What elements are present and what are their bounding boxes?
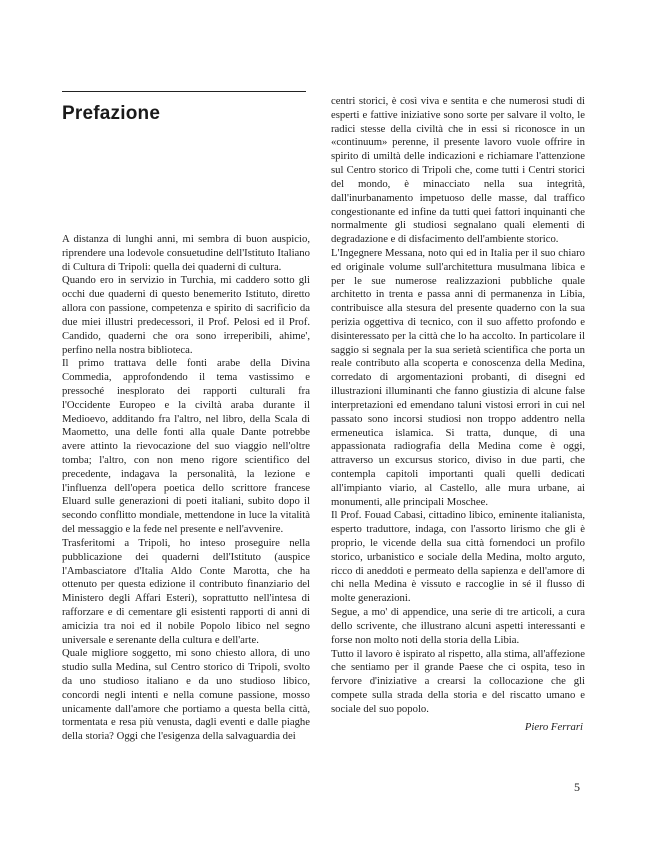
paragraph: Il primo trattava delle fonti arabe della Divina Commedia, approfondendo il tema vastissimo e pressoché inesplorato dei rapporti culturali fra l'Occidente Europeo e la civiltà araba durante il Medioevo, additando fra l'altro, nel libro, della Scala di Maometto, una delle fonti alla quale Dante potrebbe avere attinto la rievocazione del suo viaggio nell'oltre tomba; l'altro, con non meno rigore scientifico del precedente, indagava la personalità, la lezione e l'influenza dell'opera poetica dello scrittore francese Eluard sulle generazioni di poeti italiani, subito dopo il secondo conflitto mondiale, mettendone in luce la vitalità del messaggio e la fede nel presente e nell'avvenire. <box>62 357 310 536</box>
page-title: Prefazione <box>62 103 161 124</box>
heading-rule <box>62 91 306 92</box>
page-number: 5 <box>574 780 580 794</box>
paragraph: L'Ingegnere Messana, noto qui ed in Italia per il suo chiaro ed originale volume sull'architettura musulmana libica e per le sue numerose realizzazioni pubbliche quale architetto in trenta e passa anni di permanenza in Libia, contribuisce alla stesura del presente quaderno con la sua perizia oggettiva di tecnico, con il suo affetto profondo e disinteressato per la città che lo ha accolto. In particolare il saggio si segnala per la sua serietà scientifica che porta un reale contributo alla scoperta e conoscenza della Medina, corredato di argomentazioni probanti, di disegni ed illustrazioni illuminanti che fanno giustizia di alcune false interpretazioni ed emendano taluni vistosi errori in cui nel passato sono incorsi studiosi non troppo addentro nella ermeneutica islamica. Si tratta, dunque, di una appassionata radiografia della Medina come è oggi, attraverso un excursus storico, diviso in due parti, che contempla capitoli importanti quali quelli dedicati all'impianto viario, al Castello, alle mura urbane, ai monumenti, alle principali Moschee. <box>331 246 585 508</box>
paragraph: Il Prof. Fouad Cabasi, cittadino libico, eminente italianista, esperto traduttore, indaga, con l'assorto lirismo che gli è proprio, le vicende della sua città fornendoci un profilo storico, urbanistico e sociale della Medina, molto arguto, ricco di aneddoti e permeato della sapienza e dell'amore di chi nella Medina è vissuto e raccoglie in sé il flusso di molte generazioni. <box>331 509 585 605</box>
paragraph: A distanza di lunghi anni, mi sembra di buon auspicio, riprendere una lodevole consuetudine dell'Istituto Italiano di Cultura di Tripoli: quella dei quaderni di cultura. <box>62 233 310 273</box>
paragraph: centri storici, è così viva e sentita e che numerosi studi di esperti e fattive iniziative sono sorte per salvare il volto, le radici stesse della civiltà che in essi si riconosce in un «continuum» perenne, il presente lavoro vuole offrire in spirito di umiltà delle indicazioni e richiamare l'attenzione sul Centro storico di Tripoli che, come tutti i Centri storici del mondo, è minacciato nella sua integrità, dall'inurbanamento impetuoso delle masse, dal traffico congestionante ed infine da tutti quei fattori inquinanti che normalmente gli studiosi segnalano quali elementi di degradazione e di disfacimento dell'ambiente storico. <box>331 95 585 246</box>
author-signature: Piero Ferrari <box>524 720 583 733</box>
paragraph: Quale migliore soggetto, mi sono chiesto allora, di uno studio sulla Medina, sul Centro storico di Tripoli, svolto da uno studioso italiano e da uno studioso libico, concordi negli intenti e nella comune passione, mosso unicamente dall'amore che portiamo a questa bella città, tormentata e resa più venusta, dagli eventi e dalle piaghe della storia? Oggi che l'esigenza della salvaguardia dei <box>62 647 310 743</box>
left-column <box>62 233 310 744</box>
paragraph: Tutto il lavoro è ispirato al rispetto, alla stima, all'affezione che sentiamo per il grande Paese che ci ospita, teso in fervore d'iniziative a crearsi la collocazione che gli compete sulla strada della storia e del riscatto umano e sociale del suo popolo. <box>331 647 585 715</box>
paragraph: Trasferitomi a Tripoli, ho inteso proseguire nella pubblicazione dei quaderni dell'Istituto (auspice l'Ambasciatore d'Italia Aldo Conte Marotta, che ha ottenuto per questa edizione il contributo finanziario del Ministero degli Affari Esteri), soprattutto nell'intesa di rafforzare e di cementare gli esistenti rapporti di anni di amicizia tra noi ed il nobile Popolo libico nel segno universale e serenante della cultura e dell'arte. <box>62 536 310 646</box>
paragraph: Quando ero in servizio in Turchia, mi caddero sotto gli occhi due quaderni di questo benemerito Istituto, diretto allora con passione, competenza e spirito di sacrificio da due miei illustri predecessori, il Prof. Pelosi ed il Prof. Candido, quaderni che ora sono irreperibili, ahime', perfino nella nostra biblioteca. <box>62 274 310 356</box>
right-column <box>331 95 585 734</box>
paragraph: Segue, a mo' di appendice, una serie di tre articoli, a cura dello scrivente, che illustrano alcuni aspetti interessanti e forse non molto noti della storia della Libia. <box>331 606 585 646</box>
